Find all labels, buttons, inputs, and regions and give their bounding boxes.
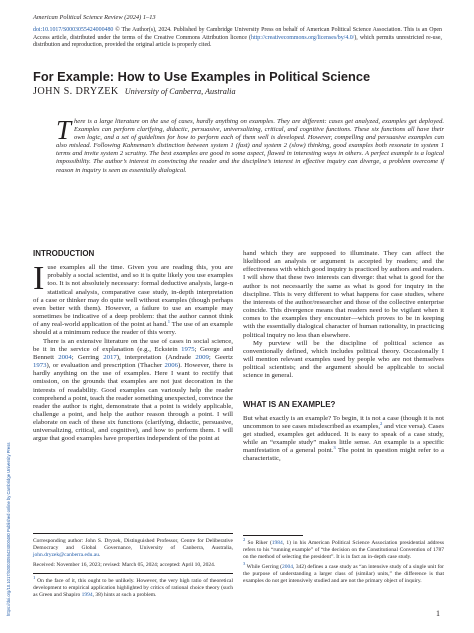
- footnote-divider: [33, 533, 233, 534]
- copyright-tail: ), which permits unrestricted re-use, distribution and reproduction, provided the original article is properly cited.: [33, 34, 442, 49]
- footnote-marker-3[interactable]: 3: [333, 445, 336, 451]
- doi-link[interactable]: doi:10.1017/S0003055424000480: [33, 27, 114, 33]
- citation-link[interactable]: 1975: [181, 345, 195, 353]
- author-line: [33, 86, 236, 97]
- citation-link[interactable]: 2004: [282, 564, 294, 571]
- footnote-divider: [243, 535, 303, 536]
- footnote-3: $^3$ While Gerring (2004, 342) defines a case study as “an intensive study of a single unit for the purpose of understanding a larger class of (similar) units,” the difference is that examples do not get intensively studied and are not the primary object of inquiry.: [243, 561, 445, 585]
- citation-link[interactable]: 2004: [58, 353, 72, 361]
- citation-link[interactable]: 2017: [103, 353, 117, 361]
- citation-link[interactable]: 2009: [195, 353, 209, 361]
- footnote-marker-1[interactable]: 1: [167, 319, 171, 324]
- author-affiliation: University of Canberra, Australia: [124, 87, 236, 96]
- intro-paragraph-2: There is an extensive literature on the use of cases in social science, be it in the service of explanation (e.g., Eckstein 1975; George and Bennett 2004; Gerring 2017), interpretation (Andrade 2009; Geertz 1973), or evaluation and prescription (Thacher 2006). However, there is hardly anything on the use of examples. Here I want to rectify that omission, on the grounds that examples are not just decoration in the interests of readability. Good examples can variously help the reader comprehend a point, teach the reader something unexpected, convince the reader the author is right, demonstrate that a point is widely applicable, challenge a point, and help the author reason through a point. I will elaborate on each of these six functions (clarifying, didactic, persuasive, universalizing, critical, and cognitive), and how to perform them. I will argue that good examples have properties independent of the point at: [33, 337, 234, 443]
- right-column: [243, 250, 444, 464]
- author-name: JOHN S. DRYZEK: [33, 86, 119, 97]
- abstract-text: here is a large literature on the use of cases, hardly anything on examples. They are different: cases get analyzed, examples get deployed. Examples can perform clarifying, didactic, persuasive, universalizing, critical, and cognitive functions. These six functions all have their own logic, and a set of guidelines for how to perform each of them well is developed. However, compelling and persuasive examples can also mislead. Following Kahneman’s distinction between system 1 (fast) and system 2 (slow) thinking, good examples both resonate in system 1 terms and invite system 2 scrutiny. The best examples are good in some aspect, flawed in interesting ways in others. A perfect example is a logical impossibility. The author’s interest in convincing the reader and the discipline’s interest in effective inquiry can diverge, a problem overcome if reason in inquiry is seen as essentially dialogical.: [56, 118, 444, 174]
- intro-paragraph-1: Iuse examples all the time. Given you are reading this, you are probably a social scientist, and so it is quite likely you use examples too. It is not absolutely necessary: formal deductive analysis, large-n statistical analysis, comparative case study, in-depth interpretation of a case or thinker may do quite well without examples (though perhaps even better with them). However, a failure to use an example may sometimes be indicative of a deep problem: that the author cannot think of any real-world application of the point at hand.$^1$ The use of an example should at a minimum reduce the reader of this worry.: [33, 260, 233, 337]
- email-link[interactable]: john.dryzek@canberra.edu.au: [33, 552, 99, 559]
- body-paragraph: My purview will be the discipline of political science as conventionally defined, which includes political theory. Occasionally I will mention relevant examples used by people who are not themselves political scientists; and the argument should be applicable to social science in general.: [243, 339, 444, 380]
- footnote-divider: [33, 573, 233, 574]
- footnote-1: $^1$ On the face of it, this ought to be unlikely. However, the very high ratio of theoretical development to empirical application highlighted by critics of rational choice theory (such as Green and Shapiro 1994, 38) hints at such a problem.: [33, 575, 233, 599]
- journal-header: American Political Science Review (2024) 1–13: [33, 14, 156, 21]
- footnote-2: $^2$ So Riker (1984, 1) in his American Political Science Association presidential address refers to his “running example” of “the decision on the Constitutional Convention of 1787 on the method of selecting the president”. It is in fact an in-depth case study.: [243, 537, 444, 561]
- page-number: 1: [436, 609, 440, 618]
- license-link[interactable]: http://creativecommons.org/licenses/by/4.0/: [251, 34, 355, 41]
- footnotes-left: [33, 538, 233, 602]
- section-heading-what-is-example: WHAT IS AN EXAMPLE?: [243, 399, 336, 409]
- body-paragraph: But what exactly is an example? To begin, it is not a case (though it is not uncommon to see cases misdescribed as examples,$^2$ and vice versa). Cases get studied, examples get adduced. It is easy to speak of a case study, while an “example study” makes little sense. An example is a specific manifestation of a general point.$^3$ The point in question might refer to a characteristic,: [243, 414, 444, 463]
- body-paragraph: hand which they are supposed to illuminate. They can affect the likelihood an analysis or argument is accepted by readers; and the effectiveness with which good inquiry is practiced by authors and readers. I will show that these two interests can diverge: that what is good for the author is not necessarily the same as what is good for inquiry in the discipline. This is very different to what happens for case studies, where the interests of the author/researcher and those of the collective enterprise coincide. This divergence means that readers need to be vigilant when it comes to the examples they encounter—which proves to be in keeping with the essentially dialogical character of human rationality, in practicing political inquiry no less than elsewhere.: [243, 250, 444, 339]
- citation-link[interactable]: 1973: [33, 362, 47, 370]
- copyright-block: [33, 27, 442, 50]
- sidebar-doi-link[interactable]: https://doi.org/10.1017/S0003055424000480 Published online by Cambridge University Press: [6, 442, 11, 616]
- left-column: [33, 250, 233, 444]
- article-title: For Example: How to Use Examples in Political Science: [33, 69, 371, 84]
- abstract-drop-cap: T: [56, 115, 72, 145]
- footnotes-right: [243, 537, 445, 589]
- section-heading-introduction: INTRODUCTION: [33, 249, 95, 258]
- abstract: [56, 115, 444, 175]
- citation-link[interactable]: 1994: [81, 592, 93, 599]
- corresponding-author: Corresponding author: John S. Dryzek, Distinguished Professor, Centre for Deliberative Democracy and Global Governance, University of Canberra, Australia, john.dryzek@canberra.edu.au.: [33, 538, 233, 559]
- footnote-marker-2[interactable]: 2: [380, 420, 383, 426]
- copyright-text: © The Author(s), 2024. Published by Cambridge University Press on behalf of American Political Science Association. This is an Open Access article, distributed under the terms of the Creative Commons Attribution licence (: [33, 27, 442, 41]
- citation-link[interactable]: 2006: [164, 362, 178, 370]
- received-dates: Received: November 16, 2023; revised: March 05, 2024; accepted: April 10, 2024.: [33, 562, 216, 569]
- intro-drop-cap: I: [33, 260, 45, 298]
- citation-link[interactable]: 1984: [271, 540, 283, 546]
